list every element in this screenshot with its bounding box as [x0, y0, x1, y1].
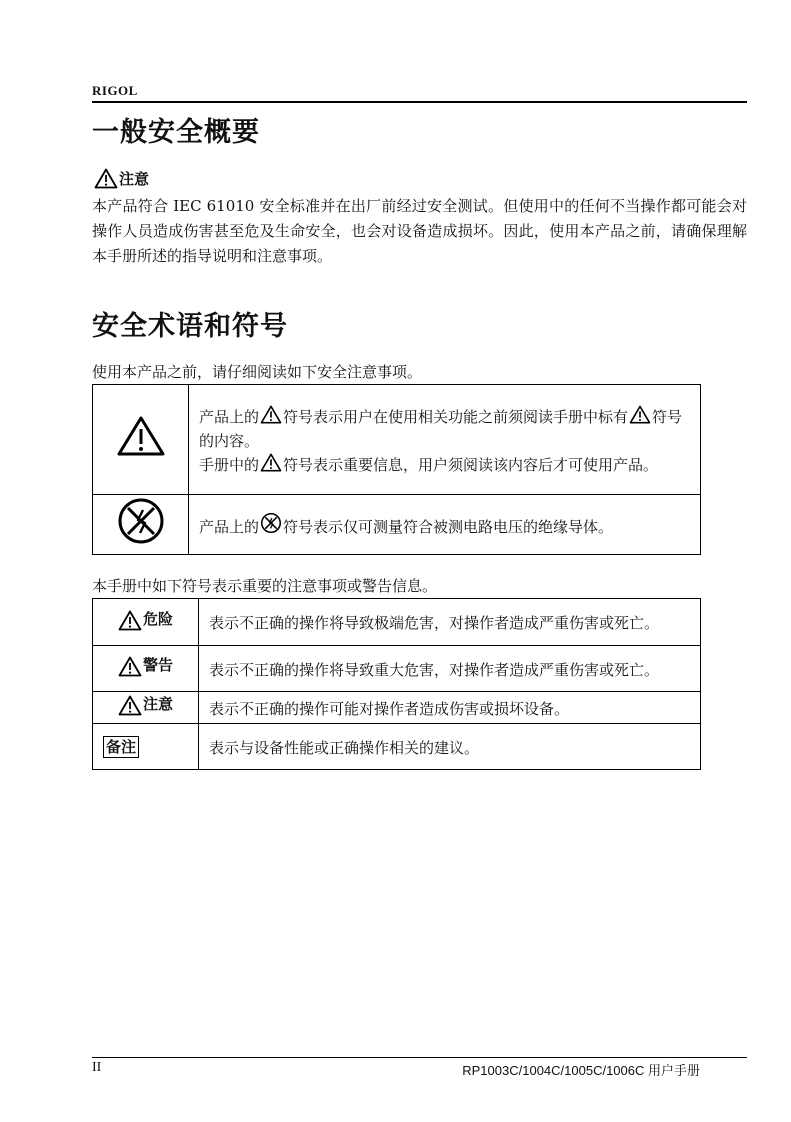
signal-description: 表示与设备性能或正确操作相关的建议。 [199, 724, 701, 770]
text-segment: 符号的内容。 [199, 407, 683, 450]
symbol-description [189, 385, 701, 495]
warning-triangle-icon [118, 656, 142, 677]
danger-label [118, 607, 173, 631]
signal-word: 危险 [142, 609, 173, 628]
document-title: RP1003C/1004C/1005C/1006C 用户手册 [462, 1063, 700, 1078]
warning-triangle-icon [260, 405, 282, 424]
symbol-cell [93, 495, 189, 555]
no-bare-conductor-icon [116, 496, 166, 546]
no-bare-conductor-icon [260, 512, 282, 534]
warning-triangle-icon [94, 168, 118, 189]
section-title-general-safety: 一般安全概要 [92, 117, 260, 148]
text-segment: 产品上的 [199, 518, 260, 536]
warning-triangle-icon [629, 405, 651, 424]
warning-triangle-icon [116, 415, 166, 457]
table-row [93, 599, 701, 646]
header-rule [92, 101, 747, 103]
brand-logo: RIGOL [92, 83, 138, 98]
symbols-table [92, 384, 701, 555]
table-row [93, 385, 701, 495]
section-title-terms-symbols: 安全术语和符号 [92, 311, 288, 342]
caution-label [118, 692, 173, 716]
signal-label-cell [93, 724, 199, 770]
signal-words-table [92, 598, 701, 770]
notice-heading [94, 168, 149, 189]
signal-description: 表示不正确的操作将导致重大危害，对操作者造成严重伤害或死亡。 [199, 646, 701, 692]
text-segment: 产品上的 [199, 407, 260, 426]
symbols-intro: 使用本产品之前，请仔细阅读如下安全注意事项。 [92, 363, 423, 381]
signal-label-cell [93, 692, 199, 724]
page-number: II [92, 1060, 102, 1075]
signal-words-intro: 本手册中如下符号表示重要的注意事项或警告信息。 [92, 577, 438, 595]
text-segment: 符号表示用户在使用相关功能之前须阅读手册中标有 [283, 407, 629, 426]
table-row [93, 692, 701, 724]
table-row [93, 495, 701, 555]
table-row [93, 724, 701, 770]
signal-word: 注意 [142, 695, 173, 713]
symbol-description [189, 495, 701, 555]
symbol-cell [93, 385, 189, 495]
signal-label-cell [93, 599, 199, 646]
footer-rule [92, 1057, 747, 1058]
table-row [93, 646, 701, 692]
warning-triangle-icon [260, 453, 282, 472]
warning-triangle-icon [118, 610, 142, 631]
warning-label [118, 653, 173, 677]
signal-word: 警告 [142, 656, 173, 674]
text-segment: 符号表示仅可测量符合被测电路电压的绝缘导体。 [283, 518, 614, 536]
note-label: 备注 [103, 736, 139, 758]
text-segment: 手册中的 [199, 455, 260, 474]
signal-description: 表示不正确的操作可能对操作者造成伤害或损坏设备。 [199, 692, 701, 724]
signal-label-cell [93, 646, 199, 692]
warning-triangle-icon [118, 695, 142, 716]
notice-text: 本产品符合 IEC 61010 安全标准并在出厂前经过安全测试。但使用中的任何不当操作都可能会对操作人员造成伤害甚至危及生命安全，也会对设备造成损坏。因此，使用本产品之前，请确保理解本手册所述的指导说明和注意事项。 [92, 197, 747, 265]
text-segment: 符号表示重要信息，用户须阅读该内容后才可使用产品。 [283, 455, 659, 474]
signal-description: 表示不正确的操作将导致极端危害，对操作者造成严重伤害或死亡。 [199, 599, 701, 646]
notice-label: 注意 [119, 170, 150, 188]
